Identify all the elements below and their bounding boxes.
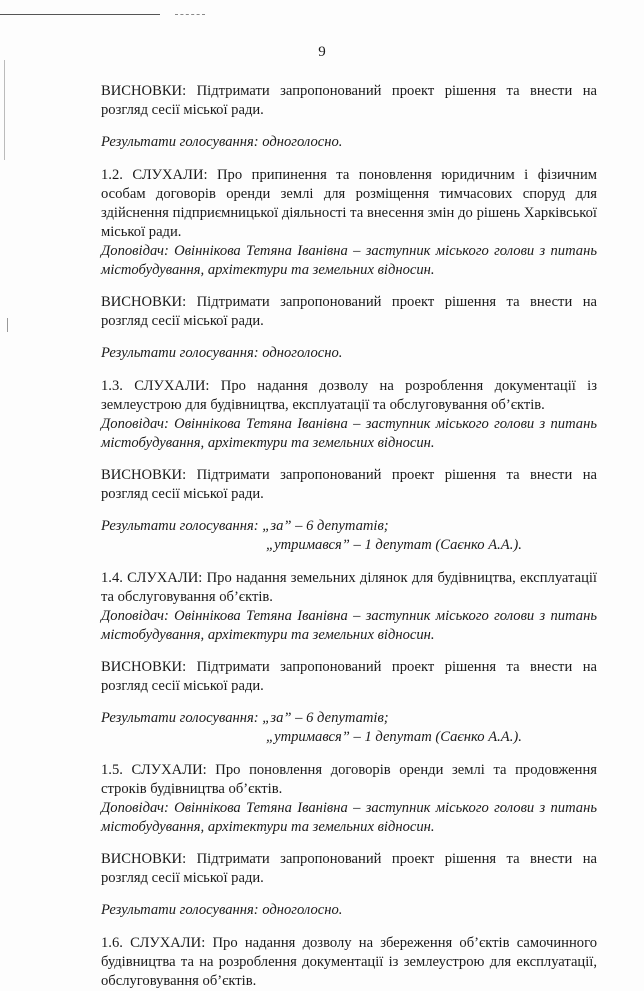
scan-margin-mark [7,318,8,332]
vote-result-line1: Результати голосування: „за” – 6 депутатів; [101,710,389,726]
speaker-paragraph: Доповідач: Овіннікова Тетяна Іванівна – заступник міського голови з питань містобудування, архітектури та земельних відносин. [101,608,597,643]
conclusion-paragraph: ВИСНОВКИ: Підтримати запропонований проект рішення та внести на розгляд сесії міської ради. [101,83,597,118]
vote-result: Результати голосування: одноголосно. [101,345,343,361]
heard-paragraph: 1.4. СЛУХАЛИ: Про надання земельних ділянок для будівництва, експлуатації та обслуговування об’єктів. [101,570,597,605]
vote-result: Результати голосування: одноголосно. [101,134,343,150]
scan-artifact-line [0,14,160,15]
vote-result-line1: Результати голосування: „за” – 6 депутатів; [101,518,389,534]
conclusion-paragraph: ВИСНОВКИ: Підтримати запропонований проект рішення та внести на розгляд сесії міської ради. [101,467,597,502]
vote-result-line2: „утримався” – 1 депутат (Саєнко А.А.). [266,537,522,553]
scan-margin-line [4,60,5,160]
speaker-paragraph: Доповідач: Овіннікова Тетяна Іванівна – заступник міського голови з питань містобудування, архітектури та земельних відносин. [101,800,597,835]
scan-artifact-dash [175,14,205,15]
heard-paragraph: 1.3. СЛУХАЛИ: Про надання дозволу на розроблення документації із землеустрою для будівництва, експлуатації та обслуговування об’єктів. [101,378,597,413]
page-number: 9 [318,44,326,60]
heard-paragraph: 1.2. СЛУХАЛИ: Про припинення та поновлення юридичним і фізичним особам договорів оренди землі для розміщення тимчасових споруд для здійснення підприємницької діяльності та внесення змін до рішень Харківської міської ради. [101,167,597,240]
speaker-paragraph: Доповідач: Овіннікова Тетяна Іванівна – заступник міського голови з питань містобудування, архітектури та земельних відносин. [101,416,597,451]
heard-paragraph: 1.6. СЛУХАЛИ: Про надання дозволу на збереження об’єктів самочинного будівництва та на розроблення документації із землеустрою для експлуатації, обслуговування об’єктів. [101,935,597,989]
conclusion-paragraph: ВИСНОВКИ: Підтримати запропонований проект рішення та внести на розгляд сесії міської ради. [101,851,597,886]
conclusion-paragraph: ВИСНОВКИ: Підтримати запропонований проект рішення та внести на розгляд сесії міської ради. [101,294,597,329]
conclusion-paragraph: ВИСНОВКИ: Підтримати запропонований проект рішення та внести на розгляд сесії міської ради. [101,659,597,694]
heard-paragraph: 1.5. СЛУХАЛИ: Про поновлення договорів оренди землі та продовження строків будівництва об’єктів. [101,762,597,797]
vote-result: Результати голосування: одноголосно. [101,902,343,918]
speaker-paragraph: Доповідач: Овіннікова Тетяна Іванівна – заступник міського голови з питань містобудування, архітектури та земельних відносин. [101,243,597,278]
document-body [101,82,597,991]
vote-result-line2: „утримався” – 1 депутат (Саєнко А.А.). [266,729,522,745]
